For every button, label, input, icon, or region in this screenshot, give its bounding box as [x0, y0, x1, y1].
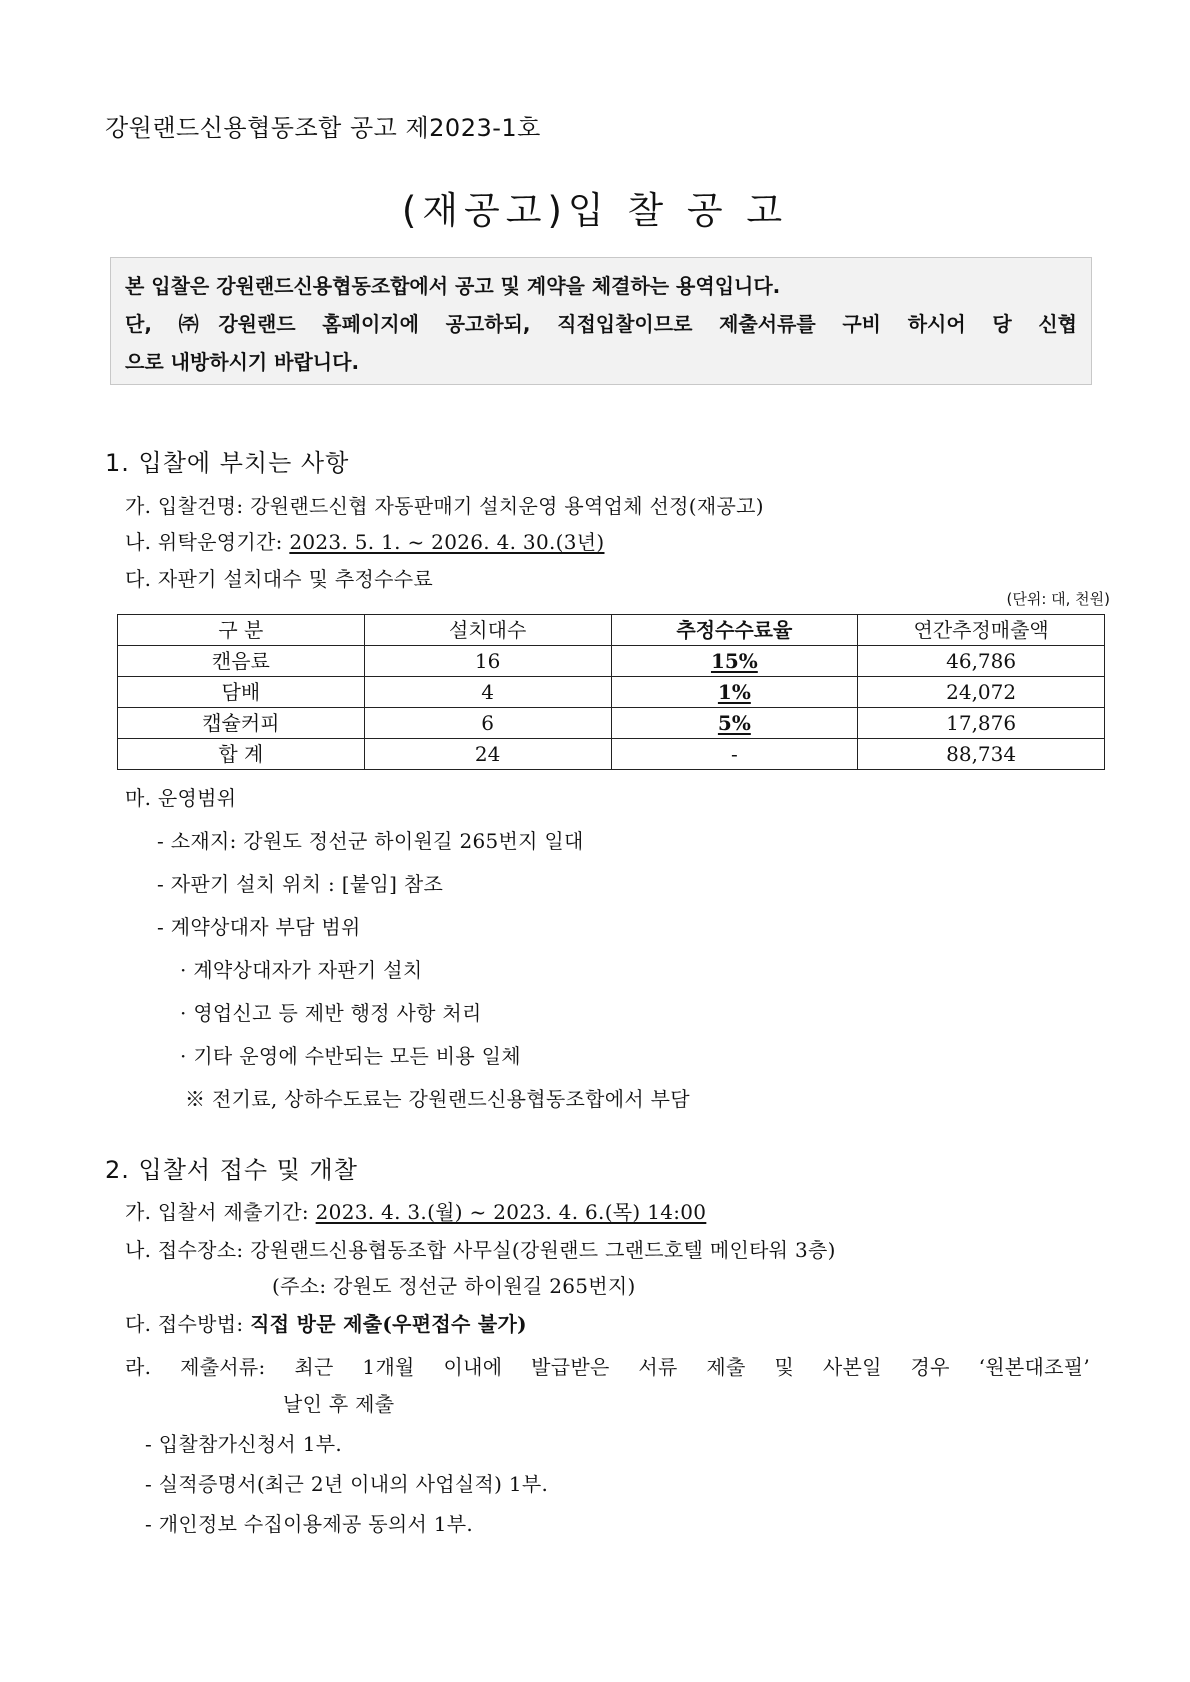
submission-period: 2023. 4. 3.(월) ~ 2023. 4. 6.(목) 14:00 [315, 1200, 707, 1224]
table-total-row [118, 739, 1105, 770]
rate-value: 1% [717, 680, 751, 704]
header-count: 설치대수 [364, 615, 611, 646]
intro-box [110, 257, 1092, 385]
table-row [118, 677, 1105, 708]
rate-value: 15% [710, 649, 758, 673]
cell-total-category: 합 계 [118, 739, 365, 770]
ma-note: ※ 전기료, 상하수도료는 강원랜드신용협동조합에서 부담 [185, 1087, 690, 1111]
notice-number: 강원랜드신용협동조합 공고 제2023-1호 [105, 114, 541, 142]
table-row [118, 646, 1105, 677]
header-rate: 추정수수료율 [611, 615, 858, 646]
submission-method: 직접 방문 제출(우편접수 불가) [250, 1312, 527, 1336]
section2-item-da-label: 다. 접수방법: [125, 1312, 251, 1336]
header-category: 구 분 [118, 615, 365, 646]
unit-label: (단위: 대, 천원) [1006, 590, 1110, 608]
intro-line-2: 단, ㈜강원랜드 홈페이지에 공고하되, 직접입찰이므로 제출서류를 구비 하시어 당 신협 [125, 312, 1077, 336]
cell-category: 캡슐커피 [118, 708, 365, 739]
section2-item-da [125, 1308, 527, 1337]
section2-heading: 2. 입찰서 접수 및 개찰 [105, 1156, 358, 1184]
cell-count: 16 [364, 646, 611, 677]
cell-sales: 46,786 [858, 646, 1105, 677]
document-item: - 입찰참가신청서 1부. [145, 1432, 343, 1456]
cell-count: 6 [364, 708, 611, 739]
section1-item-da: 다. 자판기 설치대수 및 추정수수료 [125, 567, 433, 591]
cell-total-count: 24 [364, 739, 611, 770]
cell-total-rate: - [611, 739, 858, 770]
ma-position: - 자판기 설치 위치 : [붙임] 참조 [157, 872, 444, 896]
cell-rate [611, 677, 858, 708]
cell-category: 캔음료 [118, 646, 365, 677]
ma-scope-item: · 계약상대자가 자판기 설치 [180, 958, 423, 982]
cell-sales: 17,876 [858, 708, 1105, 739]
cell-sales: 24,072 [858, 677, 1105, 708]
header-sales: 연간추정매출액 [858, 615, 1105, 646]
ma-scope-item: · 영업신고 등 제반 행정 사항 처리 [180, 1001, 482, 1025]
table-row [118, 708, 1105, 739]
cell-rate [611, 708, 858, 739]
section1-item-ma: 마. 운영범위 [125, 786, 237, 810]
section1-item-na [125, 526, 604, 555]
section1-item-ga: 가. 입찰건명: 강원랜드신협 자동판매기 설치운영 용역업체 선정(재공고) [125, 494, 764, 518]
page-title: (재공고)입 찰 공 고 [401, 189, 789, 232]
section2-item-na: 나. 접수장소: 강원랜드신용협동조합 사무실(강원랜드 그랜드호텔 메인타워 3층) [125, 1238, 836, 1262]
intro-line-1: 본 입찰은 강원랜드신용협동조합에서 공고 및 계약을 체결하는 용역입니다. [125, 274, 781, 298]
fee-table [117, 614, 1105, 770]
ma-scope-item: · 기타 운영에 수반되는 모든 비용 일체 [180, 1044, 521, 1068]
contract-period: 2023. 5. 1. ~ 2026. 4. 30.(3년) [289, 530, 605, 554]
cell-category: 담배 [118, 677, 365, 708]
document-item: - 실적증명서(최근 2년 이내의 사업실적) 1부. [145, 1472, 549, 1496]
table-header-row [118, 615, 1105, 646]
cell-rate [611, 646, 858, 677]
cell-total-sales: 88,734 [858, 739, 1105, 770]
ma-scope: - 계약상대자 부담 범위 [157, 915, 361, 939]
section2-address: (주소: 강원도 정선군 하이원길 265번지) [272, 1274, 636, 1298]
cell-count: 4 [364, 677, 611, 708]
intro-line-3: 으로 내방하시기 바랍니다. [125, 350, 360, 374]
section1-item-na-label: 나. 위탁운영기간: [125, 530, 290, 554]
section2-item-ra-cont: 날인 후 제출 [283, 1392, 395, 1416]
document-item: - 개인정보 수집이용제공 동의서 1부. [145, 1512, 474, 1536]
rate-value: 5% [717, 711, 751, 735]
ma-location: - 소재지: 강원도 정선군 하이원길 265번지 일대 [157, 829, 584, 853]
section2-item-ra: 라. 제출서류: 최근 1개월 이내에 발급받은 서류 제출 및 사본일 경우 ‘원본대조필’ [125, 1355, 1090, 1379]
section2-item-ga [125, 1196, 706, 1225]
section2-item-ga-label: 가. 입찰서 제출기간: [125, 1200, 316, 1224]
section1-heading: 1. 입찰에 부치는 사항 [105, 449, 350, 477]
